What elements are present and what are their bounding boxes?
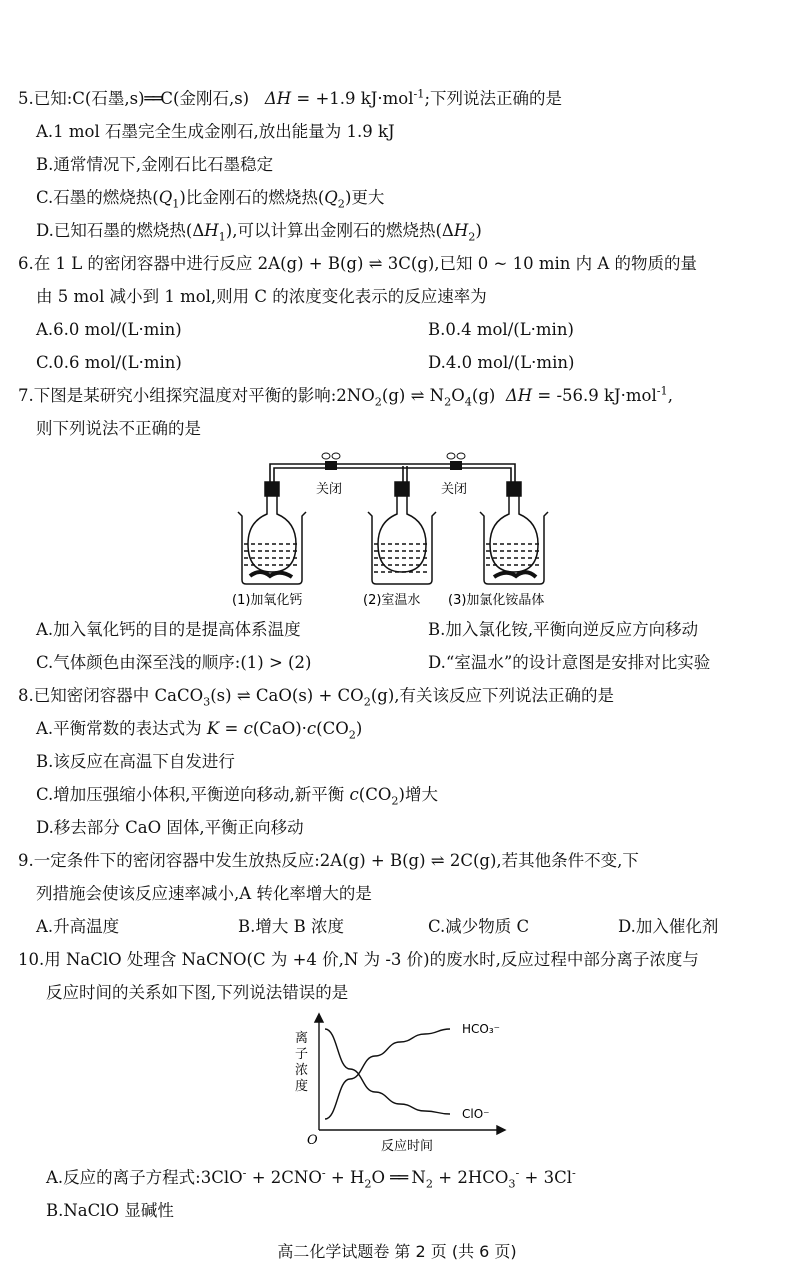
beaker-3 [480,482,548,584]
q7-option-a: A.加入氧化钙的目的是提高体系温度 [36,620,301,639]
q7-option-b: B.加入氯化铵,平衡向逆反应方向移动 [428,620,699,639]
series-label-falling: ClO⁻ [462,1107,490,1121]
q6-stem-line2: 由 5 mol 减小到 1 mol,则用 C 的浓度变化表示的反应速率为 [36,287,487,306]
beaker-1-caption: (1)加氧化钙 [232,593,303,608]
beaker-3-caption: (3)加氯化铵晶体 [448,593,545,608]
q10-stem-line2: 反应时间的关系如下图,下列说法错误的是 [46,983,349,1002]
q10-option-a: A.反应的离子方程式:3ClO- + $2CNO^- + H_2O$ ══ $N_2 + 2HCO_3^- + 3Cl^-$ [46,1166,576,1191]
q6-option-b: B.0.4 mol/(L·min) [428,320,574,339]
y-axis-label-char: 度 [295,1079,309,1094]
valve-left-label: 关闭 [316,482,343,497]
q5-option-c: C.石墨的燃烧热$(Q_1)$比金刚石的燃烧热$(Q_2)$更大 [36,188,385,211]
q6-option-d: D.4.0 mol/(L·min) [428,353,575,372]
q9-stem-line1: 9.一定条件下的密闭容器中发生放热反应:2A(g) + B(g) ⇌ 2C(g),若其他条件不变,下 [18,851,639,870]
q7-stem-line1: 7.下图是某研究小组探究温度对平衡的影响$:2NO_2(g)$ ⇌ $N_2O_4(g) \Delta H = -56.9$ kJ·mol$^{-1}$, [18,384,673,409]
y-axis-label-char: 子 [295,1047,309,1062]
q9-option-a: A.升高温度 [36,917,120,936]
series-line-falling [325,1029,450,1114]
q8-option-d: D.移去部分 CaO 固体,平衡正向移动 [36,818,304,837]
q6-option-c: C.0.6 mol/(L·min) [36,353,182,372]
q8-option-b: B.该反应在高温下自发进行 [36,752,235,771]
q9-option-b: B.增大 B 浓度 [238,917,344,936]
y-axis-label-char: 离 [295,1031,309,1046]
q5-stem: 5.已知:C(石墨,s)══C(金刚石,s) ΔH = +1.9 kJ·mol$^{-1}$;下列说法正确的是 [18,87,562,108]
q8-option-c: C.增加压强缩小体积,平衡逆向移动,新平衡 $c(CO_2)$增大 [36,785,438,808]
y-axis-label-char: 浓 [295,1063,309,1078]
q10-stem-line1: 10.用 NaClO 处理含 NaCNO(C 为 +4 价,N 为 -3 价)的废水时,反应过程中部分离子浓度与 [18,950,699,969]
series-line-rising [325,1029,450,1119]
beaker-2-caption: (2)室温水 [363,593,421,608]
series-label-rising: HCO₃⁻ [462,1022,500,1036]
x-axis-arrow-icon [497,1126,505,1134]
beaker-2 [368,482,436,584]
q5-option-a: A.1 mol 石墨完全生成金刚石,放出能量为 1.9 kJ [36,122,395,141]
q8-stem: 8.已知密闭容器中 CaCO$_3$(s) ⇌ $CaO(s) + CO_2(g)$,有关该反应下列说法正确的是 [18,686,615,709]
q6-stem-line1: 6.在 1 L 的密闭容器中进行反应 2A(g) + B(g) ⇌ 3C(g),已知 0 ~ 10 min 内 A 的物质的量 [18,254,698,273]
q10-concentration-chart [285,1012,515,1162]
q9-option-d: D.加入催化剂 [618,917,719,936]
q8-option-a: A.平衡常数的表达式为 $K = c(CaO)\cdot c(CO_2)$ [36,719,363,742]
y-axis-arrow-icon [315,1014,323,1022]
beaker-1 [238,482,306,584]
q7-stem-line2: 则下列说法不正确的是 [36,419,201,438]
x-axis-label: 反应时间 [381,1139,434,1154]
q7-option-d: D.“室温水”的设计意图是安排对比实验 [428,653,711,672]
valve-right-label: 关闭 [441,482,468,497]
page-footer: 高二化学试题卷 第 2 页 (共 6 页) [277,1242,517,1261]
q7-apparatus-figure [230,448,570,613]
q10-option-b: B.NaClO 显碱性 [46,1201,174,1220]
q9-stem-line2: 列措施会使该反应速率减小,A 转化率增大的是 [36,884,372,903]
q5-option-d: D.已知石墨的燃烧热$(\Delta H_1)$,可以计算出金刚石的燃烧热$(\Delta H_2)$ [36,221,482,244]
q7-option-c: C.气体颜色由深至浅的顺序:(1) > (2) [36,653,312,672]
q5-option-b: B.通常情况下,金刚石比石墨稳定 [36,155,274,174]
q9-option-c: C.减少物质 C [428,917,530,936]
y-axis-label-group [295,1031,308,1094]
q6-option-a: A.6.0 mol/(L·min) [36,320,182,339]
origin-label: O [307,1133,318,1148]
